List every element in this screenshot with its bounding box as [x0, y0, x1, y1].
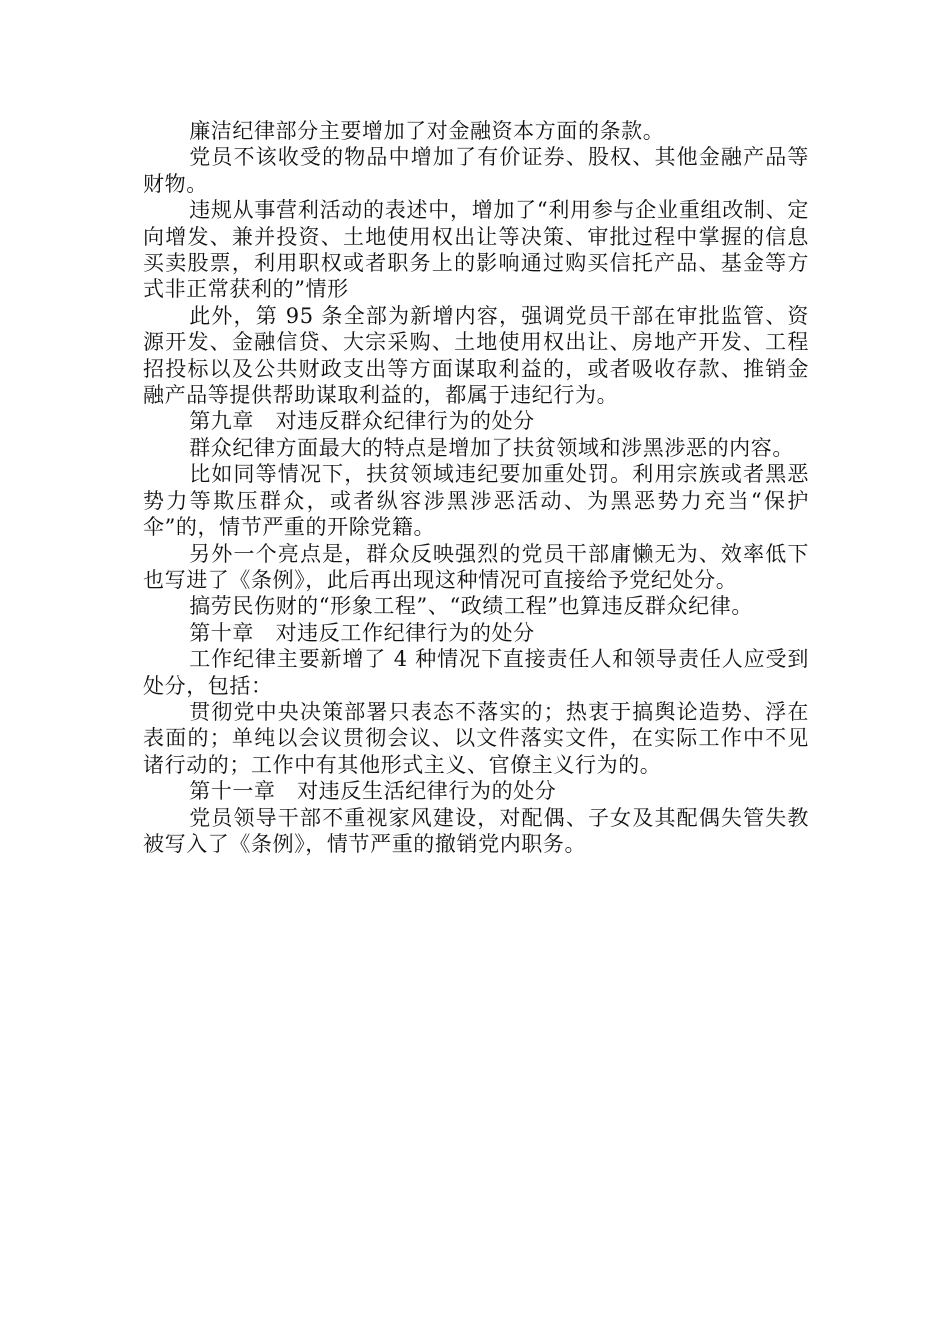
paragraph-business-activities: 违规从事营利活动的表述中，增加了“利用参与企业重组改制、定向增发、兼并投资、土地使用权出让等决策、审批过程中掌握的信息买卖股票，利用职权或者职务上的影响通过购买信托产品、基金等方式非正常获利的”情形	[143, 198, 809, 302]
paragraph-mass-discipline: 群众纪律方面最大的特点是增加了扶贫领域和涉黑涉恶的内容。	[189, 435, 794, 460]
paragraph-work-discipline: 工作纪律主要新增了 4 种情况下直接责任人和领导责任人应受到处分，包括：	[143, 647, 809, 698]
paragraph-family-conduct: 党员领导干部不重视家风建设，对配偶、子女及其配偶失管失教被写入了《条例》，情节严重的撤销党内职务。	[143, 805, 809, 856]
paragraph-poverty-alleviation: 比如同等情况下，扶贫领域违纪要加重处罚。利用宗族或者黑恶势力等欺压群众，或者纵容涉黑涉恶活动、为黑恶势力充当“保护伞”的，情节严重的开除党籍。	[143, 462, 809, 540]
paragraph-work-cases: 贯彻党中央决策部署只表态不落实的；热衷于搞舆论造势、浮在表面的；单纯以会议贯彻会议、以文件落实文件，在实际工作中不见诸行动的；工作中有其他形式主义、官僚主义行为的。	[143, 699, 809, 777]
paragraph-inaction: 另外一个亮点是，群众反映强烈的党员干部庸懒无为、效率低下也写进了《条例》，此后再出现这种情况可直接给予党纪处分。	[143, 541, 809, 592]
paragraph-image-projects: 搞劳民伤财的“形象工程”、“政绩工程”也算违反群众纪律。	[189, 594, 753, 619]
chapter-heading-9: 第九章 对违反群众纪律行为的处分	[189, 409, 535, 434]
document-body	[143, 118, 809, 857]
paragraph-gifts: 党员不该收受的物品中增加了有价证券、股权、其他金融产品等财物。	[143, 145, 809, 196]
chapter-heading-11: 第十一章 对违反生活纪律行为的处分	[189, 779, 557, 804]
paragraph-intro-finance: 廉洁纪律部分主要增加了对金融资本方面的条款。	[189, 119, 665, 143]
chapter-heading-10: 第十章 对违反工作纪律行为的处分	[189, 620, 535, 645]
paragraph-article-95: 此外，第 95 条全部为新增内容，强调党员干部在审批监管、资源开发、金融信贷、大宗采购、土地使用权出让、房地产开发、工程招投标以及公共财政支出等方面谋取利益的，或者吸收存款、推销金融产品等提供帮助谋取利益的，都属于违纪行为。	[143, 303, 809, 408]
